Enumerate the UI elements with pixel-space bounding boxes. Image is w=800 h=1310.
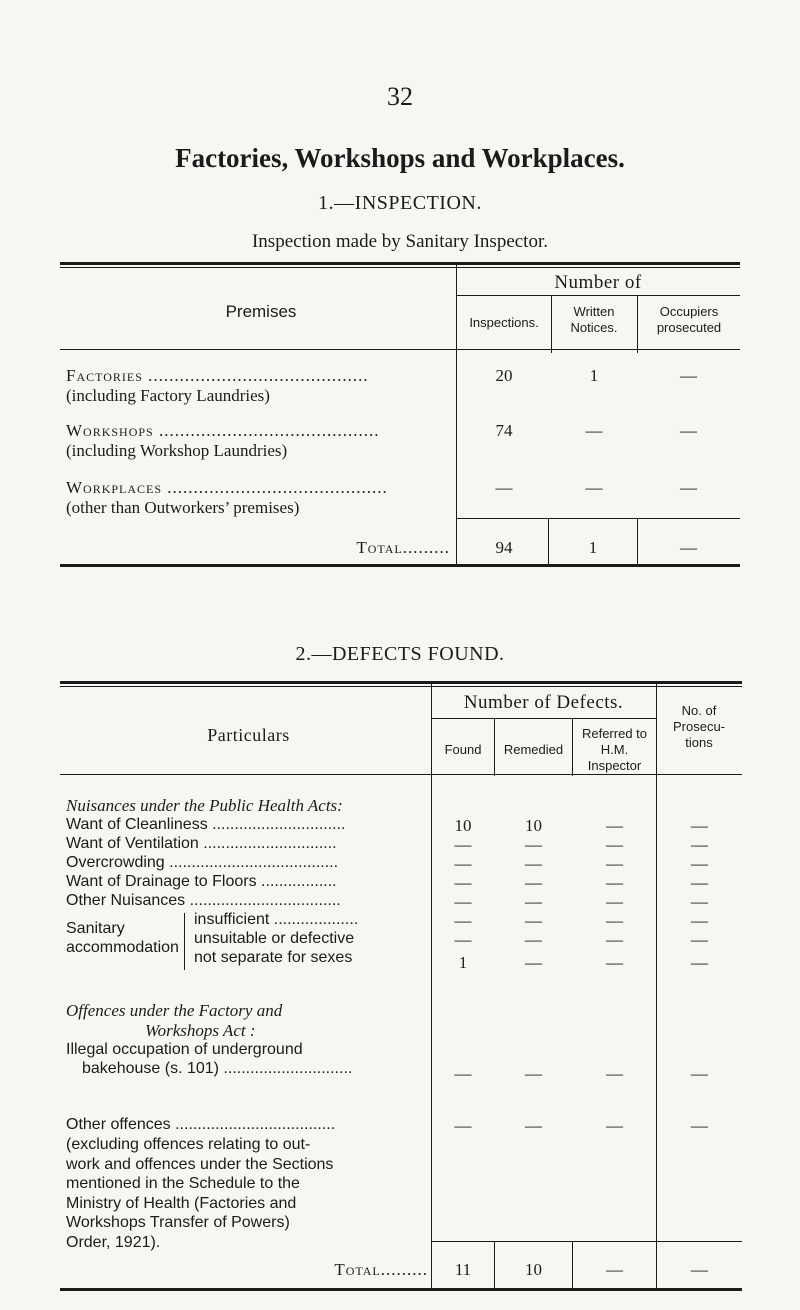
- defects-total-label: Total.........: [334, 1260, 428, 1279]
- header-premises: Premises: [225, 302, 297, 321]
- unsuitable-referred: —: [606, 930, 623, 949]
- header-remedied: Remedied: [503, 742, 564, 757]
- illegal-occupation-line2: bakehouse (s. 101) .............................: [82, 1060, 353, 1077]
- row-workshops-label: Workshops ..........................................: [66, 421, 380, 440]
- header-referred: Referred to H.M. Inspector: [581, 726, 648, 773]
- unsuitable-found: —: [454, 930, 472, 949]
- other-offences-referred: —: [606, 1116, 623, 1135]
- section2-heading: 2.—DEFECTS FOUND.: [295, 643, 505, 665]
- cleanliness-remedied: 10: [525, 816, 542, 835]
- row-unsuitable-label: unsuitable or defective: [194, 930, 355, 947]
- insufficient-prosecutions: —: [691, 911, 708, 930]
- section1-heading: 1.—INSPECTION.: [318, 192, 482, 214]
- total-prosecutions: —: [691, 1260, 708, 1279]
- insufficient-found: —: [454, 911, 472, 930]
- ventilation-prosecutions: —: [691, 835, 708, 854]
- other-offences-label: Other offences ....................................: [66, 1116, 336, 1133]
- workshops-prosecuted: —: [680, 421, 697, 440]
- header-particulars: Particulars: [207, 725, 290, 745]
- row-overcrowding-label: Overcrowding ......................................: [66, 854, 339, 871]
- overcrowding-found: —: [454, 854, 472, 873]
- illegal-occupation-line1: Illegal occupation of underground: [66, 1041, 303, 1058]
- not-separate-referred: —: [606, 953, 623, 972]
- factories-notices: 1: [589, 366, 599, 385]
- sanitary-brace: [184, 913, 191, 970]
- other-nuisances-found: —: [454, 892, 472, 911]
- ventilation-referred: —: [606, 835, 623, 854]
- total-label: Total.........: [356, 538, 450, 557]
- page-number: 32: [387, 82, 413, 111]
- total-notices: 1: [588, 538, 598, 557]
- desc-line: (excluding offences relating to out-: [66, 1136, 311, 1153]
- workplaces-notices: —: [585, 478, 603, 497]
- other-offences-prosecutions: —: [691, 1116, 708, 1135]
- group2-title-line2: Workshops Act :: [145, 1021, 256, 1040]
- drainage-referred: —: [606, 873, 623, 892]
- desc-line: Ministry of Health (Factories and: [66, 1194, 297, 1212]
- factories-prosecuted: —: [680, 366, 697, 385]
- unsuitable-remedied: —: [525, 930, 542, 949]
- illegal-referred: —: [606, 1064, 623, 1083]
- row-workshops-sub: (including Workshop Laundries): [66, 441, 288, 460]
- accommodation-label: accommodation: [66, 939, 179, 956]
- ventilation-found: —: [454, 835, 472, 854]
- header-inspections: Inspections.: [469, 315, 539, 330]
- cleanliness-prosecutions: —: [691, 816, 708, 835]
- total-referred: —: [606, 1260, 623, 1279]
- header-occupiers-prosecuted: Occupiers prosecuted: [656, 304, 722, 335]
- not-separate-found: 1: [458, 953, 468, 972]
- insufficient-remedied: —: [525, 911, 542, 930]
- row-factories-label: Factories ..........................................: [66, 366, 369, 385]
- header-prosecutions: No. of Prosecu- tions: [672, 703, 726, 750]
- not-separate-prosecutions: —: [691, 953, 708, 972]
- row-ventilation-label: Want of Ventilation ..............................: [66, 835, 337, 852]
- other-nuisances-referred: —: [606, 892, 623, 911]
- row-drainage-label: Want of Drainage to Floors .................: [66, 873, 337, 890]
- ventilation-remedied: —: [525, 835, 542, 854]
- group1-title: Nuisances under the Public Health Acts:: [66, 796, 343, 815]
- drainage-remedied: —: [525, 873, 542, 892]
- workshops-notices: —: [585, 421, 603, 440]
- header-number-of-defects: Number of Defects.: [463, 692, 624, 713]
- insufficient-referred: —: [606, 911, 623, 930]
- overcrowding-referred: —: [606, 854, 623, 873]
- other-offences-remedied: —: [525, 1116, 542, 1135]
- factories-inspections: 20: [495, 366, 513, 385]
- page-title: Factories, Workshops and Workplaces.: [175, 143, 625, 173]
- total-remedied: 10: [525, 1260, 542, 1279]
- row-factories-sub: (including Factory Laundries): [66, 386, 270, 405]
- header-number-of: Number of: [554, 272, 642, 293]
- other-nuisances-remedied: —: [525, 892, 542, 911]
- row-not-separate-label: not separate for sexes: [194, 949, 353, 966]
- illegal-remedied: —: [525, 1064, 542, 1083]
- row-workplaces-label: Workplaces ..........................................: [66, 478, 388, 497]
- not-separate-remedied: —: [525, 953, 542, 972]
- workshops-inspections: 74: [495, 421, 513, 440]
- desc-line: Workshops Transfer of Powers): [66, 1214, 290, 1231]
- total-inspections: 94: [495, 538, 513, 557]
- illegal-found: —: [454, 1064, 472, 1083]
- group2-title-line1: Offences under the Factory and: [66, 1001, 283, 1020]
- desc-line: Order, 1921).: [66, 1233, 161, 1251]
- other-nuisances-prosecutions: —: [691, 892, 708, 911]
- other-offences-description: [66, 1135, 431, 1252]
- drainage-found: —: [454, 873, 472, 892]
- workplaces-inspections: —: [495, 478, 513, 497]
- workplaces-prosecuted: —: [680, 478, 697, 497]
- section1-subheading: Inspection made by Sanitary Inspector.: [251, 231, 548, 252]
- illegal-prosecutions: —: [691, 1064, 708, 1083]
- row-insufficient-label: insufficient ...................: [194, 911, 359, 928]
- drainage-prosecutions: —: [691, 873, 708, 892]
- cleanliness-found: 10: [454, 816, 472, 835]
- sanitary-label: Sanitary: [66, 920, 125, 937]
- row-cleanliness-label: Want of Cleanliness ..............................: [66, 816, 346, 833]
- row-workplaces-sub: (other than Outworkers’ premises): [66, 498, 300, 517]
- header-written-notices: Written Notices.: [570, 304, 618, 335]
- overcrowding-remedied: —: [525, 854, 542, 873]
- cleanliness-referred: —: [606, 816, 623, 835]
- desc-line: work and offences under the Sections: [66, 1155, 334, 1173]
- total-found: 11: [454, 1260, 472, 1279]
- header-found: Found: [444, 742, 482, 757]
- row-other-nuisances-label: Other Nuisances ..................................: [66, 892, 341, 909]
- overcrowding-prosecutions: —: [691, 854, 708, 873]
- total-prosecuted: —: [680, 538, 697, 557]
- other-offences-found: —: [454, 1116, 472, 1135]
- unsuitable-prosecutions: —: [691, 930, 708, 949]
- desc-line: mentioned in the Schedule to the: [66, 1175, 300, 1192]
